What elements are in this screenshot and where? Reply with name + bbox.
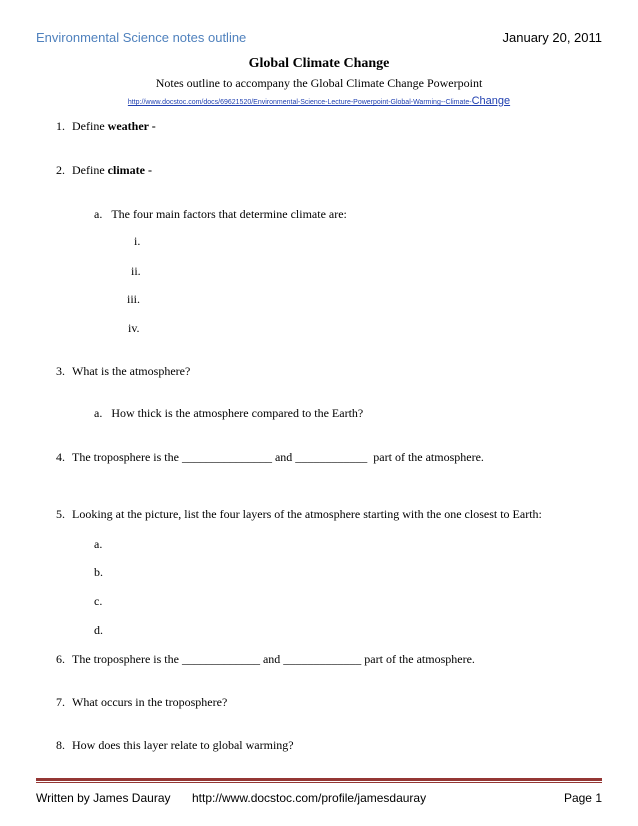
footer-rule-thin xyxy=(36,782,602,783)
document-subtitle: Notes outline to accompany the Global Climate Change Powerpoint xyxy=(155,76,483,90)
item-text: Define xyxy=(72,163,108,177)
source-link[interactable] xyxy=(0,91,638,109)
item-text: How thick is the atmosphere compared to the Earth? xyxy=(111,406,364,420)
item-number: 1. xyxy=(56,119,65,133)
item-bold-term: weather - xyxy=(107,119,156,133)
item-text: The troposphere is the _____________ and _____________ part of the atmosphere. xyxy=(72,652,475,666)
outline-item-6 xyxy=(56,652,475,667)
layer-blank-b xyxy=(94,565,103,580)
outline-item-1 xyxy=(56,119,156,134)
source-link-end[interactable]: Change xyxy=(471,95,511,107)
outline-item-3 xyxy=(56,364,190,379)
item-text: What occurs in the troposphere? xyxy=(72,695,228,709)
item-number: 3. xyxy=(56,364,65,378)
layer-blank-a xyxy=(94,537,102,552)
item-number: i. xyxy=(134,234,141,248)
item-bold-term: climate - xyxy=(107,163,152,177)
outline-item-8 xyxy=(56,738,294,753)
layer-blank-d xyxy=(94,623,103,638)
item-text: Looking at the picture, list the four layers of the atmosphere starting with the one closest to Earth: xyxy=(72,507,542,521)
item-text: The troposphere is the _______________ and ____________ part of the atmosphere. xyxy=(72,450,484,464)
item-number: 7. xyxy=(56,695,65,709)
header-title: Environmental Science notes outline xyxy=(36,30,247,45)
footer-author: Written by James Dauray xyxy=(36,791,171,805)
item-number: 4. xyxy=(56,450,65,464)
item-number: a. xyxy=(94,537,103,551)
item-number: b. xyxy=(94,565,103,579)
item-text: Define xyxy=(72,119,108,133)
item-number: ii. xyxy=(131,264,141,278)
layer-blank-c xyxy=(94,594,102,609)
item-number: 5. xyxy=(56,507,65,521)
item-number: a. xyxy=(94,207,103,221)
item-number: c. xyxy=(94,594,103,608)
item-number: a. xyxy=(94,406,103,420)
item-number: 2. xyxy=(56,163,65,177)
outline-roman-i xyxy=(134,234,140,249)
outline-subitem-2a xyxy=(94,207,347,222)
outline-item-2 xyxy=(56,163,152,178)
outline-subitem-3a xyxy=(94,406,363,421)
item-number: 8. xyxy=(56,738,65,752)
footer-profile-link[interactable]: http://www.docstoc.com/profile/jamesdauray xyxy=(192,791,427,805)
item-text: What is the atmosphere? xyxy=(72,364,191,378)
document-title: Global Climate Change xyxy=(248,56,390,71)
footer-rule-thick xyxy=(36,778,602,781)
item-text: The four main factors that determine climate are: xyxy=(111,207,347,221)
item-number: d. xyxy=(94,623,103,637)
item-number: 6. xyxy=(56,652,65,666)
source-link-main[interactable]: http://www.docstoc.com/docs/69621520/Environmental-Science-Lecture-Powerpoint-Global-Warming--Climate- xyxy=(127,99,472,106)
page-header xyxy=(36,30,602,50)
header-date: January 20, 2011 xyxy=(502,30,602,45)
item-text: How does this layer relate to global warming? xyxy=(72,738,294,752)
outline-roman-iv xyxy=(128,321,140,336)
page-footer xyxy=(36,791,602,809)
outline-item-7 xyxy=(56,695,227,710)
outline-item-4 xyxy=(56,450,484,465)
footer-page-number: Page 1 xyxy=(563,791,602,805)
outline-roman-ii xyxy=(131,264,141,279)
item-number: iv. xyxy=(128,321,140,335)
item-number: iii. xyxy=(127,292,141,306)
outline-roman-iii xyxy=(127,292,140,307)
outline-item-5 xyxy=(56,507,542,522)
